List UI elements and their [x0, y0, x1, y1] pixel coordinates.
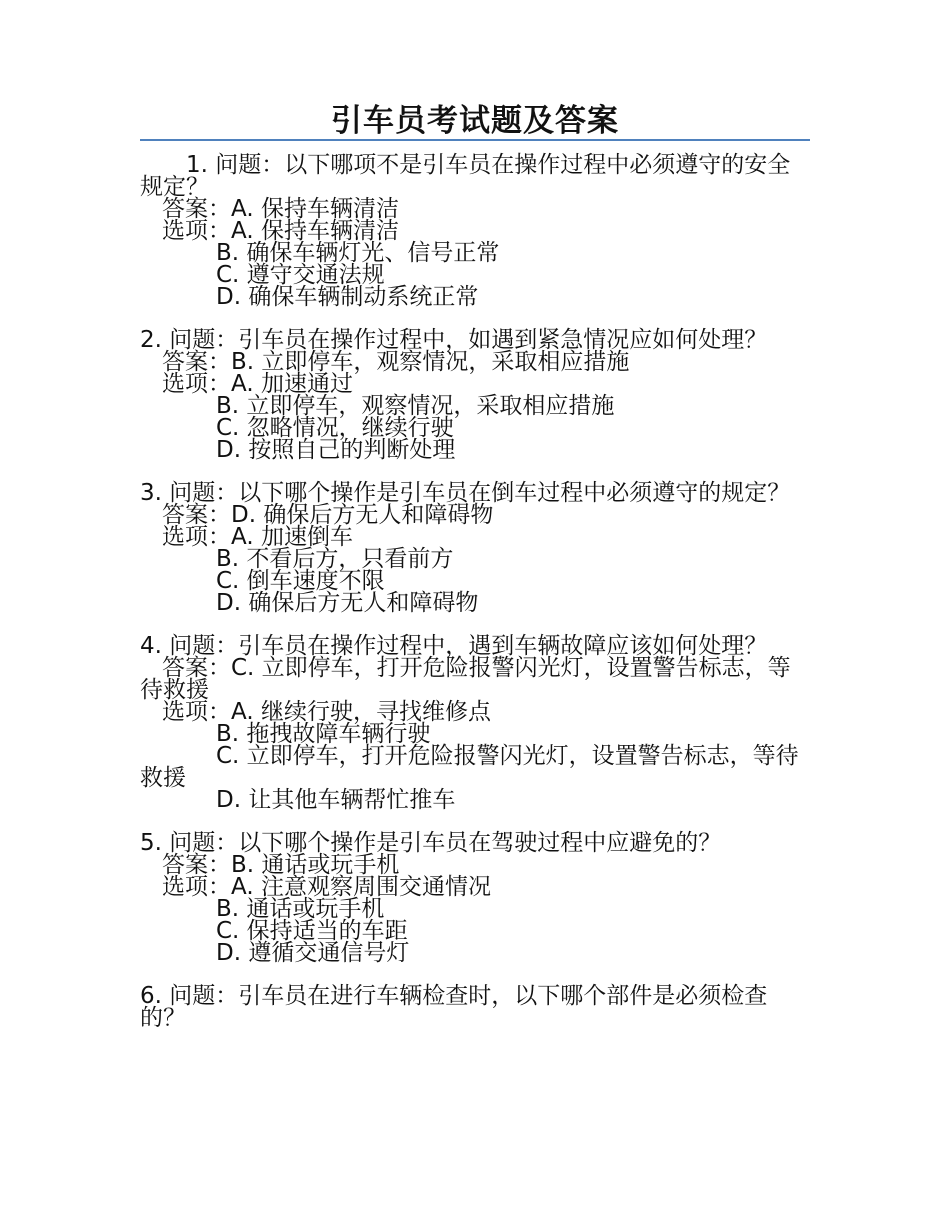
question-item [140, 635, 812, 811]
page-title: 引车员考试题及答案 [331, 103, 619, 139]
question-text: 4. 问题：引车员在操作过程中，遇到车辆故障应该如何处理？ [140, 633, 768, 659]
question-item [140, 482, 812, 614]
option-c: C. 倒车速度不限 [216, 568, 385, 594]
options-lead: 选项：A. 加速通过 [162, 371, 353, 397]
options-lead: 选项：A. 注意观察周围交通情况 [162, 874, 491, 900]
option-b: B. 通话或玩手机 [216, 896, 385, 922]
question-list [140, 154, 812, 1050]
option-d: D. 让其他车辆帮忙推车 [216, 787, 456, 813]
answer-text: 答案：A. 保持车辆清洁 [162, 196, 399, 222]
question-text: 6. 问题：引车员在进行车辆检查时，以下哪个部件是必须检查的？ [140, 983, 768, 1031]
question-text: 3. 问题：以下哪个操作是引车员在倒车过程中必须遵守的规定？ [140, 480, 791, 506]
question-item [140, 832, 812, 964]
question-item [140, 154, 812, 308]
option-c: C. 立即停车，打开危险报警闪光灯，设置警告标志，等待救援 [140, 743, 799, 791]
option-b: B. 立即停车，观察情况，采取相应措施 [216, 393, 615, 419]
question-text: 5. 问题：以下哪个操作是引车员在驾驶过程中应避免的？ [140, 830, 722, 856]
option-b: B. 不看后方，只看前方 [216, 546, 454, 572]
options-lead: 选项：A. 保持车辆清洁 [162, 218, 399, 244]
answer-text: 答案：D. 确保后方无人和障碍物 [162, 502, 494, 528]
answer-text: 答案：C. 立即停车，打开危险报警闪光灯，设置警告标志，等待救援 [140, 655, 791, 703]
option-c: C. 忽略情况，继续行驶 [216, 415, 454, 441]
question-item [140, 329, 812, 461]
question-text: 2. 问题：引车员在操作过程中，如遇到紧急情况应如何处理？ [140, 327, 768, 353]
options-lead: 选项：A. 加速倒车 [162, 524, 353, 550]
option-d: D. 确保后方无人和障碍物 [216, 590, 479, 616]
options-lead: 选项：A. 继续行驶，寻找维修点 [162, 699, 491, 725]
answer-text: 答案：B. 通话或玩手机 [162, 852, 400, 878]
option-c: C. 保持适当的车距 [216, 918, 408, 944]
title-divider [140, 139, 810, 141]
option-d: D. 按照自己的判断处理 [216, 437, 456, 463]
option-d: D. 遵循交通信号灯 [216, 940, 410, 966]
question-text: 1. 问题：以下哪项不是引车员在操作过程中必须遵守的安全规定？ [140, 152, 791, 200]
option-b: B. 拖拽故障车辆行驶 [216, 721, 431, 747]
option-c: C. 遵守交通法规 [216, 262, 385, 288]
answer-text: 答案：B. 立即停车，观察情况，采取相应措施 [162, 349, 630, 375]
option-d: D. 确保车辆制动系统正常 [216, 284, 479, 310]
option-b: B. 确保车辆灯光、信号正常 [216, 240, 500, 266]
question-item [140, 985, 812, 1029]
